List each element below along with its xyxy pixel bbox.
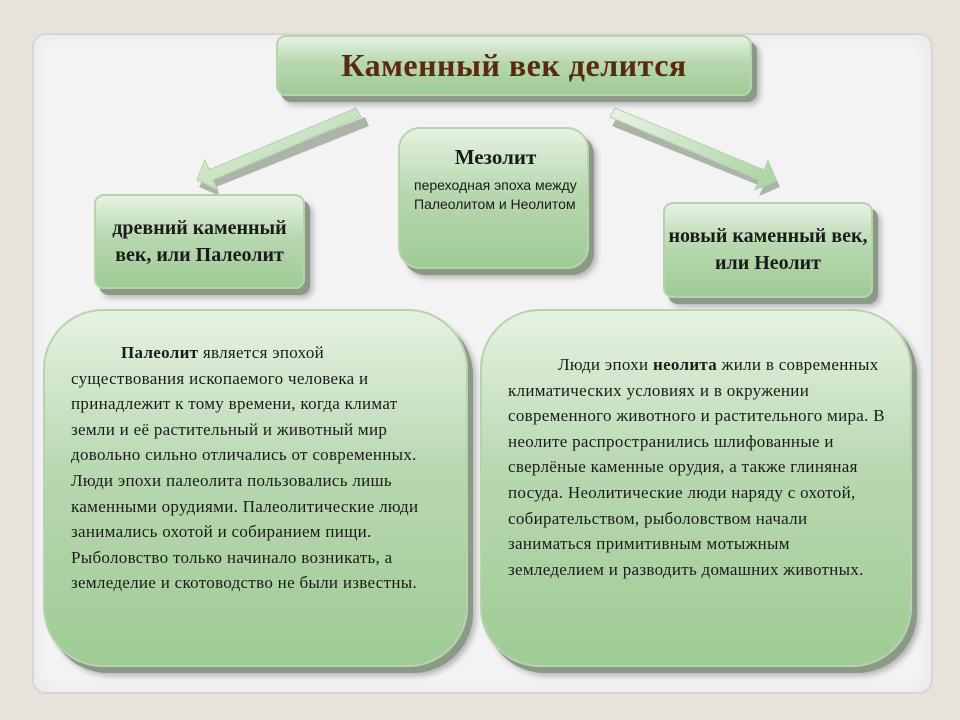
paleolithic-term: Палеолит [121, 343, 199, 362]
paleolithic-description-box [43, 309, 468, 667]
neolithic-term: неолита [652, 355, 718, 374]
neolithic-body: жили в современных климатических условиях и в окружении современного животного и растительного мира. В неолите распространились шлифованные и сверлёные каменные орудия, а также глиняная посуда. Неолитические люди наряду с охотой, собирательством, рыболовством начали заниматься примитивным мотыжным земледелием и разводить домашних животных. [508, 355, 885, 579]
mesolithic-description: переходная эпоха между Палеолитом и Неолитом [414, 177, 577, 212]
page-title: Каменный век делится [341, 47, 687, 83]
neolithic-lead: Люди эпохи [558, 355, 653, 374]
neolithic-box [663, 202, 873, 298]
title-box [276, 35, 752, 96]
paleolithic-body: является эпохой существования ископаемого человека и принадлежит к тому времени, когда климат земли и её растительный и животный мир довольно сильно отличались от современных. Люди эпохи палеолита пользовались лишь каменными орудиями. Палеолитические люди занимались охотой и собиранием пищи. Рыболовство только начинало возникать, а земледелие и скотоводство не были известны. [71, 343, 419, 593]
neolithic-label: новый каменный век, или Неолит [668, 225, 868, 274]
paleolithic-label: древний каменный век, или Палеолит [112, 216, 287, 266]
mesolithic-box [398, 127, 589, 269]
paleolithic-box [94, 194, 305, 289]
neolithic-description-box [480, 309, 912, 667]
mesolithic-title: Мезолит [454, 145, 537, 169]
